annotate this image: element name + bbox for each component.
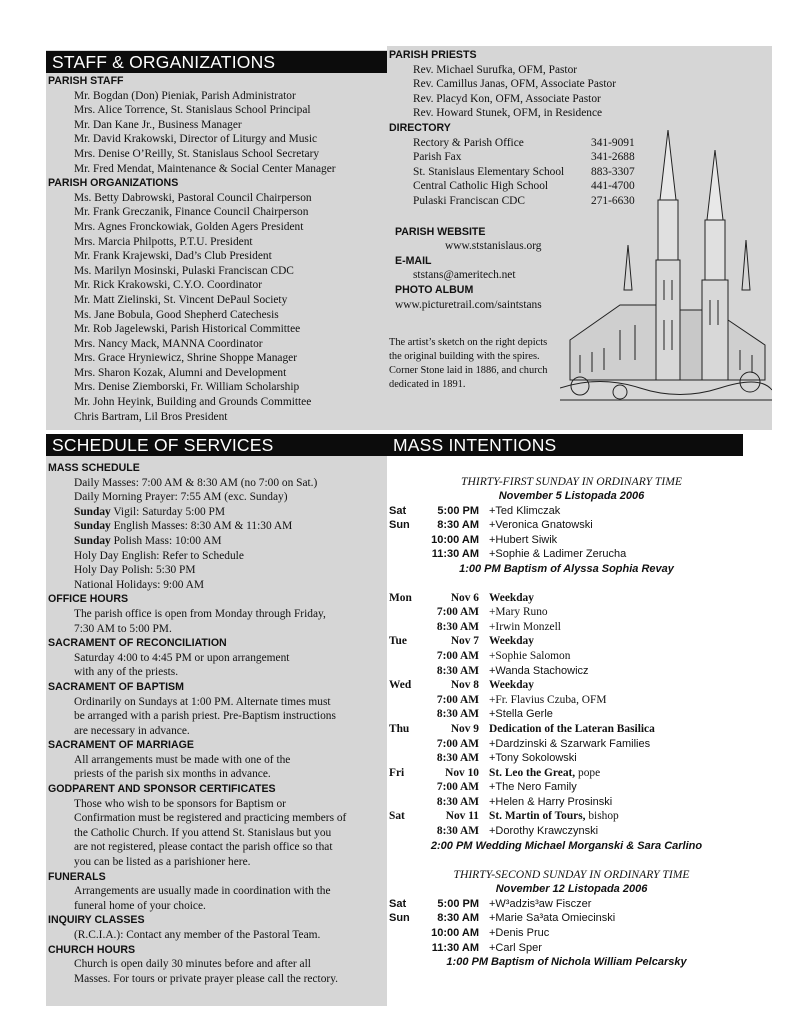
mass-schedule-line bbox=[48, 505, 386, 520]
baptism-text bbox=[48, 695, 386, 739]
reconciliation-line: Saturday 4:00 to 4:45 PM or upon arrangement bbox=[74, 651, 290, 664]
directory-name: Central Catholic High School bbox=[413, 180, 549, 193]
intention-time: 10:00 AM bbox=[431, 533, 479, 546]
intention-text: +Helen & Harry Prosinski bbox=[489, 795, 613, 808]
office-hours-heading: OFFICE HOURS bbox=[48, 593, 129, 606]
weekday-day: Fri bbox=[389, 766, 405, 779]
intention-row bbox=[389, 795, 744, 810]
weekday-header-row bbox=[389, 591, 744, 606]
mass-schedule-line bbox=[48, 534, 386, 549]
directory-heading: DIRECTORY bbox=[389, 121, 451, 134]
directory-phone: 341-2688 bbox=[591, 151, 635, 164]
godparent-line: are not registered, please contact the parish office so that bbox=[74, 841, 333, 854]
parish-staff-heading: PARISH STAFF bbox=[48, 75, 124, 87]
intention-row bbox=[389, 751, 744, 766]
intention-row bbox=[389, 897, 744, 912]
godparent-line: the Catholic Church. If you attend St. Stanislaus but you bbox=[74, 826, 332, 839]
weekday-header-row bbox=[389, 766, 744, 781]
intention-row bbox=[389, 780, 744, 795]
week2-list bbox=[389, 897, 744, 955]
intention-day bbox=[389, 649, 425, 664]
intention-day bbox=[389, 547, 425, 562]
reconciliation-heading: SACRAMENT OF RECONCILIATION bbox=[48, 637, 227, 650]
weekday-title bbox=[489, 634, 744, 649]
intention-day bbox=[389, 605, 425, 620]
week1-list bbox=[389, 504, 744, 562]
inquiry-line: (R.C.I.A.): Contact any member of the Pastoral Team. bbox=[74, 929, 321, 941]
mass-schedule-line bbox=[48, 490, 386, 505]
intention-day bbox=[389, 824, 425, 839]
week1-date: November 5 Listopada 2006 bbox=[498, 490, 645, 502]
week2-title: THIRTY-SECOND SUNDAY IN ORDINARY TIME bbox=[453, 868, 690, 882]
email-link[interactable]: ststans@ameritech.net bbox=[413, 269, 516, 282]
org-member-line: Mrs. Denise Ziemborski, Fr. William Scholarship bbox=[74, 381, 300, 394]
intentions-header: MASS INTENTIONS bbox=[387, 434, 743, 456]
parish-orgs-list bbox=[48, 191, 386, 425]
staff-member-line: Mrs. Alice Torrence, St. Stanislaus School Principal bbox=[74, 104, 311, 117]
intention-day: Sun bbox=[389, 519, 410, 532]
intention-text: +Sophie & Ladimer Zerucha bbox=[489, 548, 627, 561]
inquiry-heading: INQUIRY CLASSES bbox=[48, 914, 145, 927]
intention-time: 7:00 AM bbox=[436, 606, 479, 619]
intention-text: +Denis Pruc bbox=[489, 927, 550, 940]
intention-row bbox=[389, 941, 744, 956]
weekday-day: Thu bbox=[389, 722, 410, 735]
intention-time: 8:30 AM bbox=[436, 825, 479, 838]
weekday-title-bold: St. Leo the Great, bbox=[489, 766, 576, 779]
marriage-text bbox=[48, 753, 386, 782]
mass-schedule-bold: Sunday bbox=[74, 534, 111, 547]
intention-text: +W³adzis³aw Fisczer bbox=[489, 897, 592, 910]
church-hours-line: Masses. For tours or private prayer please call the rectory. bbox=[74, 972, 338, 985]
intention-row bbox=[389, 620, 744, 635]
church-hours-heading: CHURCH HOURS bbox=[48, 943, 136, 956]
directory-name: Parish Fax bbox=[413, 151, 462, 164]
church-hours-text bbox=[48, 957, 386, 986]
weekday-header-row bbox=[389, 722, 744, 737]
baptism-heading: SACRAMENT OF BAPTISM bbox=[48, 680, 184, 693]
weekday-date: Nov 8 bbox=[450, 679, 479, 692]
intention-day bbox=[389, 693, 425, 708]
baptism-line: Ordinarily on Sundays at 1:00 PM. Alternate times must bbox=[74, 695, 331, 708]
intention-day: Sat bbox=[389, 897, 407, 910]
intention-text: +Veronica Gnatowski bbox=[489, 519, 593, 532]
intention-time: 8:30 AM bbox=[436, 752, 479, 765]
staff-member-line: Mr. Fred Mendat, Maintenance & Social Center Manager bbox=[74, 162, 336, 175]
weekday-title-bold: St. Martin of Tours, bbox=[489, 810, 586, 823]
weekday-title bbox=[489, 766, 744, 781]
weekday-list bbox=[389, 591, 744, 839]
baptism-line: are necessary in advance. bbox=[74, 724, 190, 737]
weekday-title bbox=[489, 722, 744, 737]
week1-title: THIRTY-FIRST SUNDAY IN ORDINARY TIME bbox=[461, 475, 682, 488]
mass-schedule-text: English Masses: 8:30 AM & 11:30 AM bbox=[110, 520, 293, 533]
intention-row bbox=[389, 605, 744, 620]
weekday-title-bold: Weekday bbox=[489, 635, 534, 648]
week2-note: 1:00 PM Baptism of Nichola William Pelcarsky bbox=[446, 956, 687, 969]
staff-member-line: Mrs. Denise O’Reilly, St. Stanislaus School Secretary bbox=[74, 147, 320, 160]
intention-day bbox=[389, 751, 425, 766]
weekday-title bbox=[489, 678, 744, 693]
intention-row bbox=[389, 926, 744, 941]
priest-line: Rev. Camillus Janas, OFM, Associate Pastor bbox=[413, 78, 617, 91]
photo-link[interactable]: www.picturetrail.com/saintstans bbox=[395, 298, 542, 311]
intention-day bbox=[389, 533, 425, 548]
mass-schedule-text: Daily Morning Prayer: 7:55 AM (exc. Sunday) bbox=[74, 491, 288, 504]
org-member-line: Mr. Matt Zielinski, St. Vincent DePaul Society bbox=[74, 293, 288, 306]
org-member-line: Mr. Frank Krajewski, Dad’s Club President bbox=[74, 250, 272, 263]
intention-row bbox=[389, 518, 744, 533]
intention-time: 8:30 AM bbox=[437, 912, 479, 925]
intention-time: 5:00 PM bbox=[437, 897, 479, 910]
priest-line: Rev. Michael Surufka, OFM, Pastor bbox=[413, 63, 578, 76]
reconciliation-text bbox=[48, 651, 386, 680]
directory-phone: 271-6630 bbox=[591, 194, 635, 207]
baptism-line: be arranged with a parish priest. Pre-Baptism instructions bbox=[74, 710, 336, 723]
intention-day bbox=[389, 926, 425, 941]
photo-heading: PHOTO ALBUM bbox=[395, 283, 474, 296]
intention-time: 7:00 AM bbox=[436, 649, 479, 662]
intention-text: +Dardzinski & Szarwark Families bbox=[489, 737, 651, 750]
godparent-heading: GODPARENT AND SPONSOR CERTIFICATES bbox=[48, 783, 276, 796]
weekday-day: Sat bbox=[389, 810, 405, 823]
intention-day bbox=[389, 795, 425, 810]
parish-orgs-heading: PARISH ORGANIZATIONS bbox=[48, 177, 179, 190]
church-sketch-illustration bbox=[560, 130, 772, 412]
weekday-title-bold: Dedication of the Lateran Basilica bbox=[489, 722, 655, 735]
directory-name: St. Stanislaus Elementary School bbox=[413, 165, 565, 178]
intention-row bbox=[389, 547, 744, 562]
weekday-title-note: pope bbox=[575, 766, 601, 779]
weekday-title-bold: Weekday bbox=[489, 591, 534, 604]
mass-schedule-line bbox=[48, 563, 386, 578]
intention-text: +Hubert Siwik bbox=[489, 533, 558, 546]
intention-row bbox=[389, 649, 744, 664]
email-heading: E-MAIL bbox=[395, 254, 432, 267]
priests-list bbox=[389, 63, 774, 121]
directory-name: Rectory & Parish Office bbox=[413, 136, 524, 149]
intention-day bbox=[389, 737, 425, 752]
weekday-header-row bbox=[389, 678, 744, 693]
weekday-date: Nov 7 bbox=[450, 635, 479, 648]
intention-time: 8:30 AM bbox=[436, 708, 479, 721]
intention-day: Sat bbox=[389, 504, 407, 517]
org-member-line: Ms. Betty Dabrowski, Pastoral Council Chairperson bbox=[74, 191, 312, 204]
marriage-heading: SACRAMENT OF MARRIAGE bbox=[48, 739, 194, 752]
intention-text: +Ted Klimczak bbox=[489, 504, 561, 517]
org-member-line: Mrs. Grace Hryniewicz, Shrine Shoppe Manager bbox=[74, 352, 297, 365]
org-member-line: Mrs. Nancy Mack, MANNA Coordinator bbox=[74, 337, 263, 350]
priest-line: Rev. Howard Stunek, OFM, in Residence bbox=[413, 107, 603, 120]
weekday-day: Mon bbox=[389, 591, 412, 604]
mass-schedule-text: Vigil: Saturday 5:00 PM bbox=[110, 505, 226, 518]
weekday-date: Nov 10 bbox=[445, 766, 479, 779]
org-member-line: Chris Bartram, Lil Bros President bbox=[74, 410, 228, 423]
org-member-line: Mr. John Heyink, Building and Grounds Committee bbox=[74, 396, 312, 409]
mass-schedule-bold: Sunday bbox=[74, 505, 111, 518]
intention-text: +Tony Sokolowski bbox=[489, 752, 577, 765]
intention-time: 8:30 AM bbox=[436, 795, 479, 808]
weekday-date: Nov 6 bbox=[450, 591, 479, 604]
intention-day bbox=[389, 707, 425, 722]
inquiry-text bbox=[48, 928, 386, 943]
week2-date: November 12 Listopada 2006 bbox=[495, 883, 648, 896]
intention-text: +Dorothy Krawczynski bbox=[489, 825, 599, 838]
intention-time: 7:00 AM bbox=[436, 737, 479, 750]
sketch-caption: The artist’s sketch on the right depicts the original building with the spires. Corner Stone laid in 1886, and church dedicated in 1891. bbox=[389, 337, 548, 390]
directory-phone: 883-3307 bbox=[591, 165, 635, 178]
intention-text: +Mary Runo bbox=[489, 606, 548, 619]
funerals-heading: FUNERALS bbox=[48, 870, 106, 883]
intention-text: +Fr. Flavius Czuba, OFM bbox=[489, 693, 607, 706]
intention-time: 7:00 AM bbox=[436, 693, 479, 706]
godparent-line: Confirmation must be registered and practicing members of bbox=[74, 812, 347, 825]
intention-time: 7:00 AM bbox=[436, 781, 479, 794]
mass-schedule-line bbox=[48, 519, 386, 534]
mass-schedule-text: Daily Masses: 7:00 AM & 8:30 AM (no 7:00 on Sat.) bbox=[74, 476, 318, 489]
intention-time: 11:30 AM bbox=[431, 548, 479, 561]
intention-time: 11:30 AM bbox=[431, 941, 479, 954]
priest-line: Rev. Placyd Kon, OFM, Associate Pastor bbox=[413, 92, 601, 105]
weekday-title-note: bishop bbox=[585, 810, 619, 823]
godparent-text bbox=[48, 797, 386, 870]
org-member-line: Ms. Marilyn Mosinski, Pulaski Franciscan CDC bbox=[74, 264, 294, 277]
schedule-section bbox=[48, 461, 386, 986]
weekday-date: Nov 9 bbox=[450, 722, 479, 735]
website-link[interactable]: www.ststanislaus.org bbox=[445, 240, 542, 253]
intention-time: 8:30 AM bbox=[436, 620, 479, 633]
org-member-line: Mr. Rob Jagelewski, Parish Historical Committee bbox=[74, 323, 301, 336]
mass-schedule-heading: MASS SCHEDULE bbox=[48, 462, 140, 474]
mass-schedule-text: Polish Mass: 10:00 AM bbox=[110, 534, 222, 547]
parish-staff-list bbox=[48, 89, 386, 177]
mass-schedule-line bbox=[48, 549, 386, 564]
intention-text: +Carl Sper bbox=[489, 941, 542, 954]
staff-member-line: Mr. Dan Kane Jr., Business Manager bbox=[74, 118, 242, 131]
mass-schedule-line bbox=[48, 578, 386, 593]
intention-time: 8:30 AM bbox=[437, 519, 479, 532]
org-member-line: Mrs. Sharon Kozak, Alumni and Development bbox=[74, 366, 287, 379]
org-member-line: Ms. Jane Bobula, Good Shepherd Catechesis bbox=[74, 308, 279, 321]
intention-row bbox=[389, 664, 744, 679]
website-heading: PARISH WEBSITE bbox=[395, 225, 486, 238]
org-member-line: Mr. Frank Greczanik, Finance Council Chairperson bbox=[74, 206, 309, 219]
mass-schedule-line bbox=[48, 476, 386, 491]
church-hours-line: Church is open daily 30 minutes before and after all bbox=[74, 958, 311, 971]
mass-schedule-text: Holy Day Polish: 5:30 PM bbox=[74, 564, 196, 577]
directory-phone: 341-9091 bbox=[591, 136, 635, 149]
weekday-date: Nov 11 bbox=[445, 810, 479, 823]
funerals-line: Arrangements are usually made in coordination with the bbox=[74, 885, 331, 898]
intention-day bbox=[389, 664, 425, 679]
intention-day bbox=[389, 941, 425, 956]
priests-heading: PARISH PRIESTS bbox=[389, 49, 477, 61]
intention-text: +Sophie Salomon bbox=[489, 649, 571, 662]
weekday-day: Wed bbox=[389, 679, 412, 692]
mass-schedule-text: National Holidays: 9:00 AM bbox=[74, 578, 205, 591]
week1-note: 1:00 PM Baptism of Alyssa Sophia Revay bbox=[459, 562, 674, 575]
mass-schedule-bold: Sunday bbox=[74, 520, 111, 533]
office-line: 7:30 AM to 5:00 PM. bbox=[74, 622, 172, 635]
intention-time: 8:30 AM bbox=[436, 664, 479, 677]
wedding-note: 2:00 PM Wedding Michael Morganski & Sara Carlino bbox=[430, 839, 703, 852]
godparent-line: Those who wish to be sponsors for Baptism or bbox=[74, 797, 286, 810]
intention-row bbox=[389, 504, 744, 519]
intention-text: +Wanda Stachowicz bbox=[489, 664, 589, 677]
weekday-title-bold: Weekday bbox=[489, 679, 534, 692]
funerals-text bbox=[48, 884, 386, 913]
office-hours-text bbox=[48, 607, 386, 636]
org-member-line: Mrs. Marcia Philpotts, P.T.U. President bbox=[74, 235, 253, 248]
marriage-line: priests of the parish six months in advance. bbox=[74, 768, 271, 781]
mass-schedule-text: Holy Day English: Refer to Schedule bbox=[74, 549, 244, 562]
marriage-line: All arrangements must be made with one of the bbox=[74, 753, 291, 766]
weekday-day: Tue bbox=[389, 635, 407, 648]
weekday-title bbox=[489, 809, 744, 824]
weekday-header-row bbox=[389, 809, 744, 824]
intention-text: +Marie Sa³ata Omiecinski bbox=[489, 912, 616, 925]
intention-row bbox=[389, 707, 744, 722]
staff-member-line: Mr. David Krakowski, Director of Liturgy and Music bbox=[74, 133, 318, 146]
godparent-line: you can be listed as a parishioner here. bbox=[74, 856, 251, 869]
intention-row bbox=[389, 911, 744, 926]
intention-time: 10:00 AM bbox=[431, 927, 479, 940]
mass-schedule-list bbox=[48, 476, 386, 593]
intention-row bbox=[389, 693, 744, 708]
org-member-line: Mr. Rick Krakowski, C.Y.O. Coordinator bbox=[74, 279, 263, 292]
org-member-line: Mrs. Agnes Fronckowiak, Golden Agers President bbox=[74, 220, 304, 233]
weekday-header-row bbox=[389, 634, 744, 649]
funerals-line: funeral home of your choice. bbox=[74, 899, 206, 912]
office-line: The parish office is open from Monday through Friday, bbox=[74, 607, 326, 620]
weekday-title bbox=[489, 591, 744, 606]
intention-text: +The Nero Family bbox=[489, 781, 577, 794]
intention-row bbox=[389, 533, 744, 548]
staff-member-line: Mr. Bogdan (Don) Pieniak, Parish Administrator bbox=[74, 89, 296, 102]
intention-day: Sun bbox=[389, 912, 410, 925]
mass-intentions-section bbox=[389, 474, 744, 970]
intention-day bbox=[389, 620, 425, 635]
staff-section bbox=[48, 74, 386, 424]
intention-text: +Irwin Monzell bbox=[489, 620, 561, 633]
directory-name: Pulaski Franciscan CDC bbox=[413, 194, 525, 207]
intention-time: 5:00 PM bbox=[437, 504, 479, 517]
intention-day bbox=[389, 780, 425, 795]
intention-row bbox=[389, 737, 744, 752]
intention-row bbox=[389, 824, 744, 839]
directory-phone: 441-4700 bbox=[591, 180, 635, 193]
intention-text: +Stella Gerle bbox=[489, 708, 553, 721]
reconciliation-line: with any of the priests. bbox=[74, 666, 179, 679]
staff-header: STAFF & ORGANIZATIONS bbox=[46, 51, 387, 73]
schedule-header: SCHEDULE OF SERVICES bbox=[46, 434, 387, 456]
